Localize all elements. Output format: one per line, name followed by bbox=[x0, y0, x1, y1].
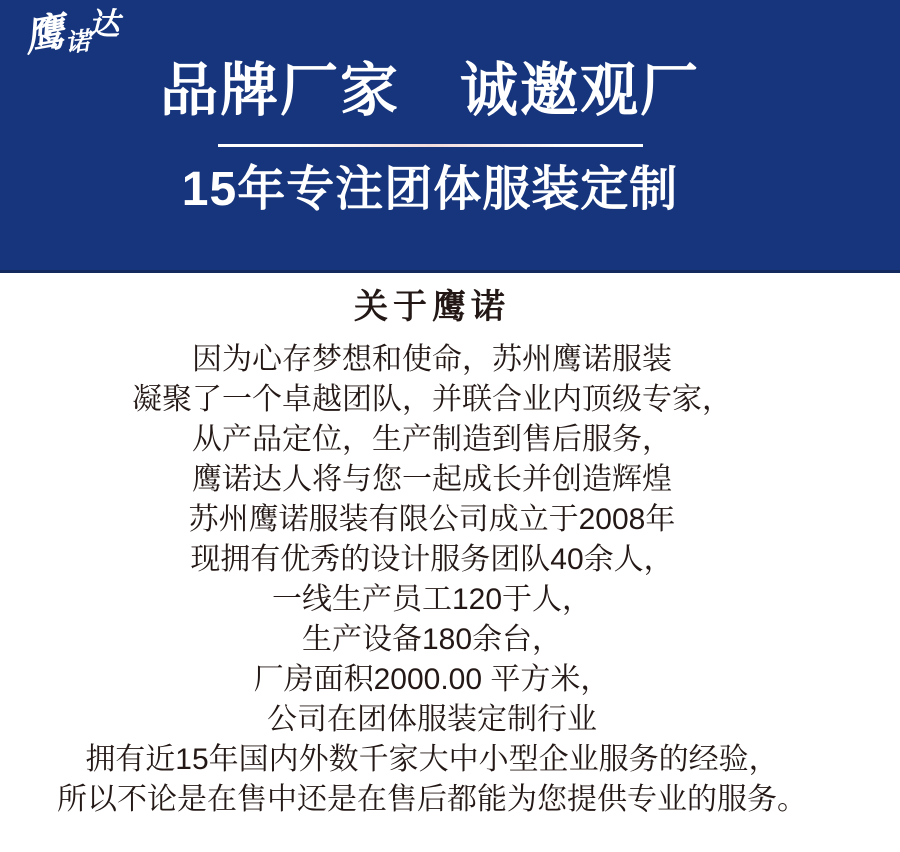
about-line: 所以不论是在售中还是在售后都能为您提供专业的服务。 bbox=[57, 783, 807, 817]
about-line: 拥有近15年国内外数千家大中小型企业服务的经验， bbox=[85, 743, 779, 777]
about-line: 鹰诺达人将与您一起成长并创造辉煌 bbox=[192, 463, 672, 497]
brand-logo-char-1: 鹰 bbox=[20, 9, 68, 61]
about-line: 一线生产员工120于人， bbox=[271, 583, 593, 617]
about-line: 公司在团体服装定制行业 bbox=[267, 703, 597, 737]
banner-title: 品牌厂家 诚邀观厂 bbox=[159, 58, 700, 123]
about-line: 因为心存梦想和使命，苏州鹰诺服装 bbox=[192, 343, 672, 377]
about-line: 从产品定位，生产制造到售后服务， bbox=[192, 423, 672, 457]
about-line: 生产设备180余台， bbox=[301, 623, 563, 657]
banner-divider-line bbox=[218, 144, 643, 147]
about-body bbox=[0, 340, 864, 820]
banner-subtitle: 15年专注团体服装定制 bbox=[181, 163, 679, 216]
brand-logo-char-3: 达 bbox=[88, 6, 120, 42]
hero-banner bbox=[0, 0, 900, 273]
banner-content bbox=[0, 0, 900, 214]
brand-logo-char-2: 诺 bbox=[63, 27, 92, 58]
about-section bbox=[0, 289, 900, 820]
about-line: 凝聚了一个卓越团队，并联合业内顶级专家， bbox=[132, 383, 732, 417]
about-line: 苏州鹰诺服装有限公司成立于2008年 bbox=[188, 503, 676, 537]
about-line: 厂房面积2000.00 平方米， bbox=[253, 663, 611, 697]
about-heading: 关于鹰诺 bbox=[354, 288, 510, 326]
about-line: 现拥有优秀的设计服务团队40余人， bbox=[190, 543, 674, 577]
